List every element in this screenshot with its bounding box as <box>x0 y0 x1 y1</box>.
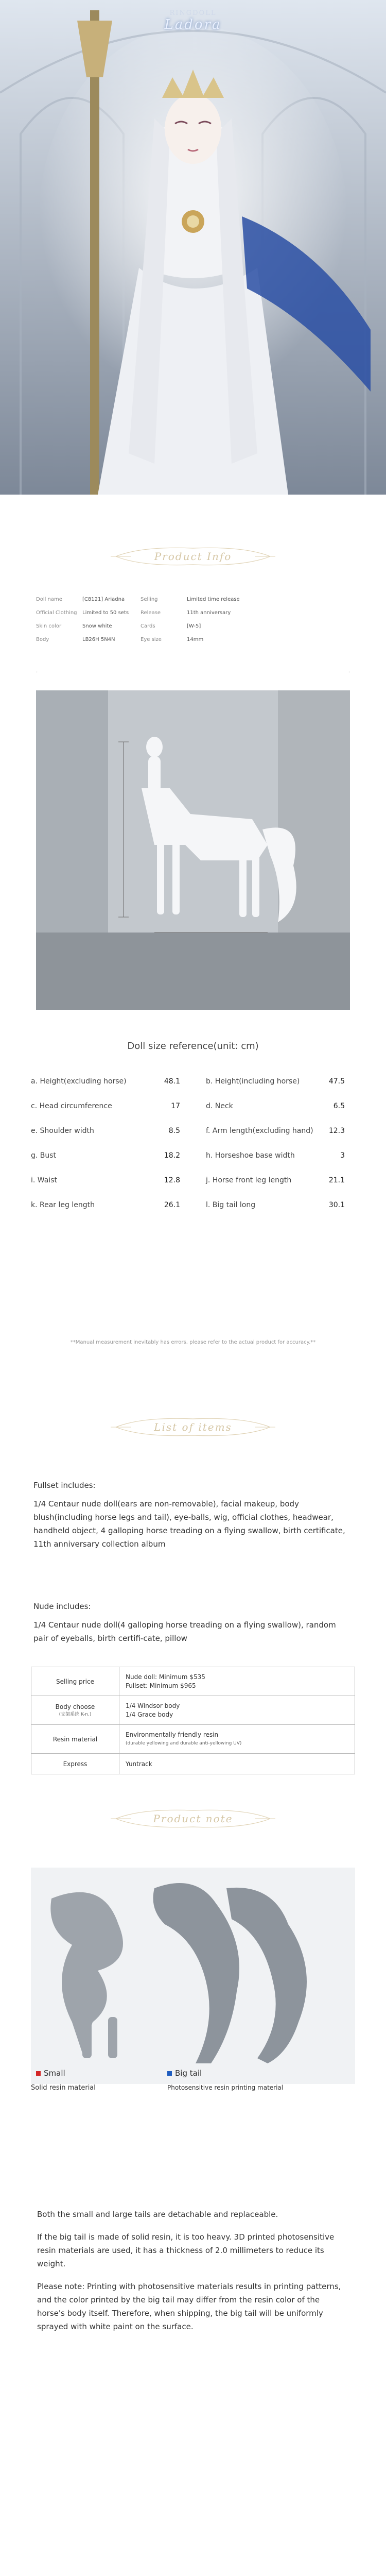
product-note-heading <box>0 1803 386 1834</box>
info-cell <box>141 623 245 629</box>
size-value: 26.1 <box>164 1201 180 1209</box>
info-key: Release <box>141 609 161 616</box>
size-value: 47.5 <box>328 1077 345 1086</box>
product-info-heading <box>0 541 386 572</box>
note-paragraph: Please note: Printing with photosensitive materials results in printing patterns, and the color printed by the big tail may differ from the resin color of the horse's body itself. Therefore, when shipping, the big tail will be uniformly sprayed with white paint on the surface. <box>37 2282 341 2331</box>
list-of-items-title: List of items <box>154 1421 232 1433</box>
info-value: Limited time release <box>187 596 240 602</box>
express-key: Express <box>31 1754 119 1774</box>
size-cell <box>31 1201 196 1209</box>
size-value: 12.8 <box>164 1176 180 1184</box>
info-cell <box>36 597 141 602</box>
price-key: Selling price <box>31 1667 119 1696</box>
fullset-heading: Fullset includes: <box>33 1481 96 1490</box>
body-choose-value <box>119 1696 355 1725</box>
info-row <box>36 592 350 606</box>
info-key: Skin color <box>36 623 62 629</box>
info-cell <box>141 610 245 616</box>
resin-line: (durable yellowing and durable anti-yellowing UV) <box>126 1740 242 1746</box>
info-value: LB26H 5N4N <box>82 636 115 642</box>
size-row <box>31 1118 360 1143</box>
info-key: Doll name <box>36 596 62 602</box>
size-row <box>31 1193 360 1217</box>
size-cell <box>31 1077 196 1086</box>
table-row <box>31 1725 355 1754</box>
size-value: 6.5 <box>333 1102 345 1110</box>
body-option: 1/4 Windsor body <box>126 1702 180 1709</box>
size-key: a. Height(excluding horse) <box>31 1077 127 1086</box>
body-choose-label: Body choose <box>55 1703 95 1710</box>
measurement-note: **Manual measurement inevitably has errors, please refer to the actual product for accuracy.** <box>70 1340 316 1345</box>
product-note-text <box>37 2208 349 2343</box>
size-cell <box>196 1127 360 1135</box>
body-choose-key <box>31 1696 119 1725</box>
blue-square-icon <box>167 2071 172 2076</box>
nude-body: 1/4 Centaur nude doll(4 galloping horse treading on a flying swallow), random pair of eyeballs, birth certifi-cate, pillow <box>33 1620 336 1643</box>
info-key: Selling <box>141 596 158 602</box>
info-footer-left: · <box>36 670 38 675</box>
express-value: Yuntrack <box>119 1754 355 1774</box>
size-cell <box>31 1102 196 1110</box>
table-row <box>31 1696 355 1725</box>
table-row <box>31 1754 355 1774</box>
size-key: j. Horse front leg length <box>206 1176 292 1184</box>
size-key: c. Head circumference <box>31 1102 112 1110</box>
size-key: e. Shoulder width <box>31 1127 94 1135</box>
size-cell <box>196 1176 360 1184</box>
resin-value <box>119 1725 355 1754</box>
big-tail-caption <box>167 2069 202 2078</box>
brand-logo <box>150 9 236 32</box>
size-cell <box>196 1102 360 1110</box>
size-cell <box>31 1176 196 1184</box>
price-value <box>119 1667 355 1696</box>
size-key: g. Bust <box>31 1151 57 1160</box>
info-cell <box>36 623 141 629</box>
size-value: 3 <box>340 1151 345 1160</box>
resin-key: Resin material <box>31 1725 119 1754</box>
info-value: 11th anniversary <box>187 609 231 616</box>
size-key: h. Horseshoe base width <box>206 1151 295 1160</box>
list-of-items-heading <box>0 1412 386 1443</box>
big-tail-material: Photosensitive resin printing material <box>167 2084 284 2091</box>
size-key: f. Arm length(excluding hand) <box>206 1127 313 1135</box>
size-cell <box>196 1151 360 1160</box>
price-line: Nude doll: Minimum $535 <box>126 1673 205 1681</box>
note-paragraph: Both the small and large tails are detachable and replaceable. <box>37 2210 278 2219</box>
small-tail-caption <box>36 2069 65 2078</box>
info-value: Limited to 50 sets <box>82 609 129 616</box>
tail-illustration <box>31 1868 355 2084</box>
brand-main-text: Ladora <box>164 17 222 32</box>
hero-illustration <box>0 0 386 495</box>
size-row <box>31 1069 360 1094</box>
big-tail-label: Big tail <box>175 2069 202 2078</box>
size-reference-photo <box>36 690 350 1010</box>
info-key: Official Clothing <box>36 609 77 616</box>
size-key: i. Waist <box>31 1176 57 1184</box>
size-value: 8.5 <box>168 1127 180 1135</box>
fullset-description <box>33 1479 353 1556</box>
nude-heading: Nude includes: <box>33 1602 91 1611</box>
hero-image <box>0 0 386 495</box>
tail-comparison-photo <box>31 1868 355 2084</box>
body-option: 1/4 Grace body <box>126 1710 173 1718</box>
info-row <box>36 619 350 633</box>
info-value: [W-5] <box>187 623 201 629</box>
size-value: 48.1 <box>164 1077 180 1086</box>
size-cell <box>196 1201 360 1209</box>
size-cell <box>196 1077 360 1086</box>
size-value: 12.3 <box>328 1127 345 1135</box>
note-paragraph: If the big tail is made of solid resin, it is too heavy. 3D printed photosensitive resin materials are used, it has a thickness of 2.0 millimeters to reduce its weight. <box>37 2232 335 2268</box>
info-value: [C8121] Ariadna <box>82 596 125 602</box>
table-row <box>31 1667 355 1696</box>
info-key: Eye size <box>141 636 162 642</box>
info-key: Body <box>36 636 49 642</box>
info-cell <box>36 637 141 642</box>
size-key: l. Big tail long <box>206 1201 256 1209</box>
info-row <box>36 633 350 646</box>
info-footer <box>36 670 350 675</box>
info-row <box>36 606 350 619</box>
size-table <box>31 1069 360 1217</box>
product-note-title: Product note <box>153 1812 233 1825</box>
info-key: Cards <box>141 623 155 629</box>
product-info-title: Product Info <box>154 550 232 563</box>
resin-line: Environmentally friendly resin <box>126 1731 219 1738</box>
red-square-icon <box>36 2071 41 2076</box>
size-key: b. Height(including horse) <box>206 1077 300 1086</box>
price-table <box>31 1667 355 1774</box>
body-choose-sublabel: (支架系统 K-n.) <box>59 1712 92 1717</box>
product-info-table <box>36 592 350 646</box>
size-value: 18.2 <box>164 1151 180 1160</box>
size-cell <box>31 1127 196 1135</box>
price-line: Fullset: Minimum $965 <box>126 1682 196 1689</box>
size-row <box>31 1094 360 1118</box>
size-row <box>31 1168 360 1193</box>
size-cell <box>31 1151 196 1160</box>
size-key: k. Rear leg length <box>31 1201 95 1209</box>
size-value: 30.1 <box>328 1201 345 1209</box>
doll-figure-illustration <box>36 690 350 1010</box>
info-cell <box>36 610 141 616</box>
small-tail-material: Solid resin material <box>31 2084 96 2092</box>
info-footer-right: · <box>348 670 350 675</box>
small-tail-label: Small <box>44 2069 65 2078</box>
size-table-title: Doll size reference(unit: cm) <box>127 1041 259 1052</box>
size-value: 17 <box>171 1102 180 1110</box>
info-value: Snow white <box>82 623 112 629</box>
info-value: 14mm <box>187 636 204 642</box>
size-row <box>31 1143 360 1168</box>
fullset-body: 1/4 Centaur nude doll(ears are non-removable), facial makeup, body blush(including horse legs and tail), eye-balls, wig, official clothes, headwear, handheld object, 4 galloping horse treading on a flying swallow, birth certificate, 11th anniversary collection album <box>33 1499 345 1549</box>
size-value: 21.1 <box>328 1176 345 1184</box>
info-cell <box>141 637 245 642</box>
size-key: d. Neck <box>206 1102 233 1110</box>
brand-small-text: RINGDOLL <box>169 9 217 17</box>
info-cell <box>141 597 245 602</box>
nude-description <box>33 1600 353 1650</box>
